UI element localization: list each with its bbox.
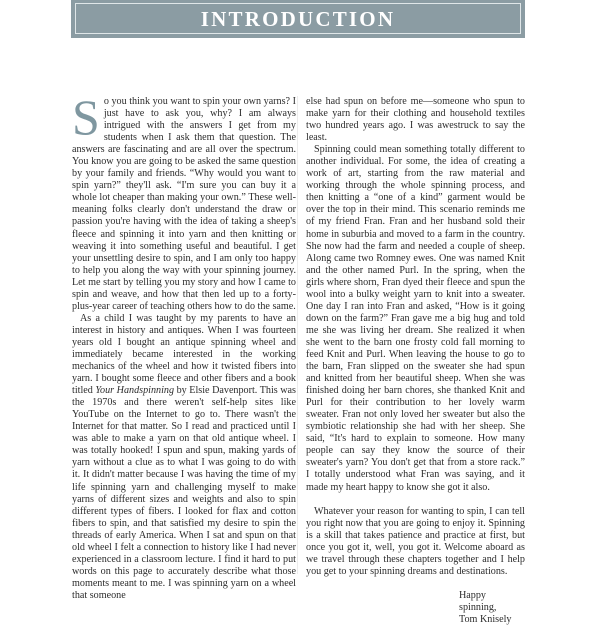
signoff	[459, 590, 525, 626]
signoff-closing: Happy spinning,	[459, 589, 497, 613]
paragraph-continued	[306, 96, 525, 144]
paragraph	[306, 506, 525, 578]
text-column-right	[306, 96, 525, 626]
signoff-author: Tom Knisely	[459, 613, 512, 625]
text-column-left	[72, 89, 296, 602]
paragraph-text: Spinning could mean something totally different to another individual. For some, the idea of creating a work of art, starting from the raw material and working through the whole spinning process, and then knitting a “one of a kind” garment would be over the top in their mind. This scenario reminds me of my friend Fran. Fran and her husband sold their home in suburbia and moved to a farm in the country. She now had the farm and needed a couple of sheep. Along came two Romney ewes. One was named Knit and the other named Purl. In the spring, when the girls where shorn, Fran dyed their fleece and spun the wool into a bulky weight yarn to knit into a sweater. One day I ran into Fran and asked, “How is it going down on the farm?” Fran gave me a big hug and told me she was living her dream. She realized it when she went to the barn one frosty cold fall morning to feed Knit and Purl. When leaving the house to go to the barn, Fran slipped on the sweater she had spun and knitted from her beautiful sheep. When she was finished doing her barn chores, she thanked Knit and Purl for their contribution to her lovely warm sweater. Fran not only loved her sweater but also the symbiotic relationship she had with her sheep. She said, “It's hard to explain to someone. How many people can say they know the source of their sweater's yarn? You don't get that from a store rack.” I totally understood what Fran was saying, and it made my heart happy to know she got it also.	[306, 144, 525, 493]
paragraph-text: o you think you want to spin your own yarns? I just have to ask you, why? I am always intrigued with the answers I get from my students when I ask them that question. The answers are fascinating and are all over the spectrum. You know you are going to be asked the same question by your family and friends. “Why would you want to spin yarn?” they'll ask. “I'm sure you can buy it a whole lot cheaper than making your own.” These well-meaning folks clearly don't understand the draw or passion you're having with the idea of taking a sheep's fleece and spinning it into yarn and then knitting or weaving it into something useful and beautiful. I get your unsettling desire to spin, and I am only too happy to help you along the way with your spinning journey. Let me start by telling you my story and how I came to spin and weave, and how that then led up to a forty-plus-year career of teaching others how to do the same.	[72, 96, 296, 312]
chapter-title: INTRODUCTION	[200, 6, 396, 31]
book-title: Your Handspinning	[95, 385, 175, 397]
paragraph-text: by Elsie Davenport. This was the 1970s and there weren't self-help sites like YouTube on the Internet to go to. There wasn't the Internet for that matter. So I read and practiced until I was able to make a yarn on that old antique wheel. I was totally hooked! I spun and spun, making yards of yarn without a clue as to what I was going to do with it. It didn't matter because I was having the time of my life spinning yarn and challenging myself to make yarns of different sizes and weights and also to spin different types of fibers. I looked for flax and cotton fibers to spin, and that satisfied my desire to spin the threads of early America. When I sat and spun on that old wheel I felt a connection to history like I had never experienced in a classroom lecture. I find it hard to put words on this page to accurately describe what those moments meant to me. I was spinning yarn on a wheel that someone	[72, 385, 296, 601]
chapter-title-banner	[71, 0, 525, 38]
paragraph-text: Whatever your reason for wanting to spin, I can tell you right now that you are going to enjoy it. Spinning is a skill that takes patience and practice at first, but once you got it, well, you got it. Welcome aboard as we travel through these chapters together and I help you get to your spinning dreams and destinations.	[306, 505, 525, 577]
paragraph-text: As a child I was taught by my parents to have an interest in history and antiques. When I was fourteen years old I bought an antique spinning wheel and immediately became interested in the working mechanics of the wheel and how it twisted fibers into yarn. I bought some fleece and other fibers and a book titled	[72, 312, 296, 397]
banner-inner-border	[75, 3, 521, 34]
paragraph-text: else had spun on before me—someone who spun to make yarn for their clothing and household textiles two hundred years ago. I was awestruck to say the least.	[306, 96, 525, 144]
drop-cap: S	[72, 89, 100, 145]
paragraph-opening	[72, 89, 296, 313]
paragraph	[72, 313, 296, 602]
column-divider	[297, 96, 298, 574]
paragraph	[306, 144, 525, 493]
